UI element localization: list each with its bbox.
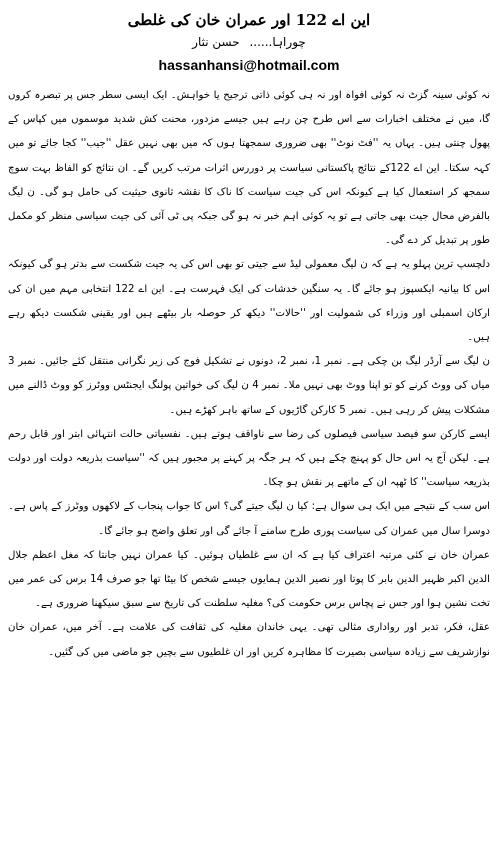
paragraph: عمران خان نے کئی مرتبہ اعتراف کیا ہے کہ ان سے غلطیاں ہوئیں۔ کیا عمران نہیں جانتا کہ مغل اعظم جلال الدین اکبر ظہیر الدین بابر کا پوتا اور نصیر الدین ہمایوں جیسے شخص کا بیٹا تھا جو صرف 14 برس کی عمر میں تخت نشین ہوا اور جس نے پچاس برس حکومت کی؟ مغلیہ سلطنت کی تاریخ سے سبق سیکھنا ضروری ہے۔: [8, 549, 490, 610]
paragraph: ن لیگ سے آرڈر لیگ بن چکی ہے۔ نمبر 1، نمبر 2، دونوں نے تشکیل فوج کی زیر نگرانی منتقل کئے جائیں۔ نمبر 3 میاں کی ووٹ کرنے کو تو اپنا ووٹ بھی نہیں ملا۔ نمبر 4 ن لیگ کی خواتین پولنگ ایجنٹس ووٹرز کو ووٹ ڈالنے میں مشکلات پیش کر رہی ہیں۔ نمبر 5 کارکن گاڑیوں کے ساتھ باہر کھڑے ہیں۔: [8, 356, 490, 416]
column-name: چوراہا......: [249, 35, 306, 49]
paragraph: عقل، فکر، تدبر اور رواداری مثالی تھی۔ یہی خاندان مغلیہ کی ثقافت کی علامت ہے۔ آخر میں، عمران خان نوازشریف سے زیادہ سیاسی بصیرت کا مظاہرہ کریں اور ان غلطیوں سے بچیں جو ماضی میں کی گئیں۔: [8, 622, 490, 658]
paragraph: اس سب کے نتیجے میں ایک ہی سوال ہے: کیا ن لیگ جیتے گی؟ اس کا جواب پنجاب کے لاکھوں ووٹرز کے پاس ہے۔ دوسرا سال میں عمران کی سیاست پوری طرح سامنے آ جائے گی اور تعلق واضح ہو جائے گا۔: [8, 501, 490, 537]
byline: [8, 34, 490, 50]
author-email[interactable]: hassanhansi@hotmail.com: [158, 57, 340, 73]
paragraph: دلچسپ ترین پہلو یہ ہے کہ ن لیگ معمولی لیڈ سے جیتی تو بھی اس کی یہ جیت شکست سے بدتر ہو گی کیونکہ اس کا بیانیہ ایکسپوز ہو جائے گا۔ یہ سنگین خدشات کی ایک فہرست ہے۔ این اے 122 انتخابی مہم میں ان کی ارکان اسمبلی اور وزراء کی شمولیت اور ''حالات'' دیکھ کر حوصلہ بار بیٹھے ہیں اور یقینی شکست دیکھ رہے ہیں۔: [8, 259, 490, 344]
author-name: حسن نثار: [192, 35, 240, 49]
article-title: این اے 122 اور عمران خان کی غلطی: [127, 11, 371, 29]
article-body: [8, 84, 490, 665]
paragraph: ایسے کارکن سو فیصد سیاسی فیصلوں کی رضا سے ناواقف ہوتے ہیں۔ نفسیاتی حالت انتہائی ابتر اور قابل رحم ہے۔ لیکن آج یہ اس حال کو پہنچ چکے ہیں کہ ہر جگہ پر کہنے پر مجبور ہیں کہ ''سیاست بذریعہ دولت اور دولت بذریعہ سیاست'' کا ٹھپہ ان کے ماتھے پر نقش ہو چکا۔: [8, 428, 490, 489]
paragraph: نہ کوئی سینہ گزٹ نہ کوئی افواہ اور نہ ہی کوئی ذاتی ترجیح یا خواہش۔ ایک ایسی سطر جس پر تبصرہ کروں گا، میں نے مختلف اخبارات سے اس طرح چن رہے ہیں جیسے مزدور، محنت کش شدید موسموں میں کپاس کے پھول چنتی ہیں۔ یہاں یہ ''فٹ نوٹ'' بھی ضروری سمجھتا ہوں کہ میں بھی نہیں عقل ''جیب'' کجا جائے تو میں کہہ سکتا۔ این اے 122کے نتائج پاکستانی سیاست پر دوررس اثرات مرتب کریں گے۔ ان نتائج کو الفاظ بہت سوچ سمجھ کر استعمال کیا ہے کیونکہ اس کی جیت سیاست کا ناک کا نقشہ ثانوی حیثیت کی حامل ہو گی۔ ن لیگ بالفرض محال جیت بھی جاتی ہے تو یہ کوئی اہم خبر نہ ہو گی جبکہ پی ٹی آئی کی جیت سیاسی منظر کو مکمل طور پر تبدیل کر دے گی۔: [8, 90, 490, 247]
